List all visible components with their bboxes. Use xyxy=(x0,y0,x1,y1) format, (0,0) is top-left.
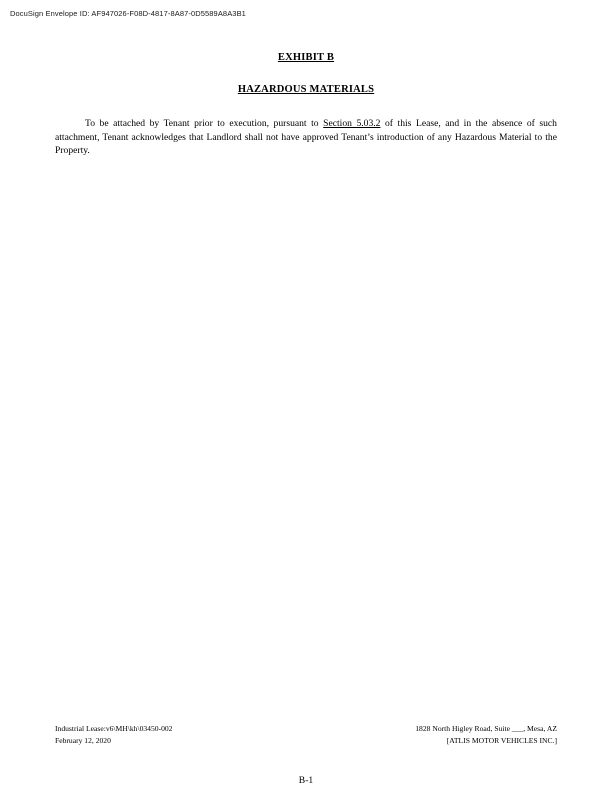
footer-left-line2: February 12, 2020 xyxy=(55,736,111,745)
page-number: B-1 xyxy=(298,775,314,786)
footer-row-2 xyxy=(55,735,557,747)
footer-right-line2: [ATLIS MOTOR VEHICLES INC.] xyxy=(446,736,557,745)
section-reference-link[interactable]: Section 5.03.2 xyxy=(323,118,381,129)
body-paragraph-part1: To be attached by Tenant prior to execution, pursuant to xyxy=(85,118,324,129)
section-title: HAZARDOUS MATERIALS xyxy=(237,84,375,95)
page-footer xyxy=(55,723,557,757)
body-paragraph xyxy=(55,117,557,158)
document-content xyxy=(55,52,557,158)
docusign-envelope-id: DocuSign Envelope ID: AF947026-F08D-4817-8A87-0D5589A8A3B1 xyxy=(10,9,246,18)
footer-right-line1: 1828 North Higley Road, Suite ___, Mesa, AZ xyxy=(415,724,557,733)
footer-row-1 xyxy=(55,723,557,735)
footer-left-line1: Industrial Lease:v6\MH\kh\03450-002 xyxy=(55,724,173,733)
exhibit-title: EXHIBIT B xyxy=(277,52,335,63)
body-paragraph-part2: of this Lease, and in the absence of such attachment, Tenant acknowledges that Landlord shall not have approved Tenant’s introduction of any Hazardous Material to the Property. xyxy=(55,118,557,157)
